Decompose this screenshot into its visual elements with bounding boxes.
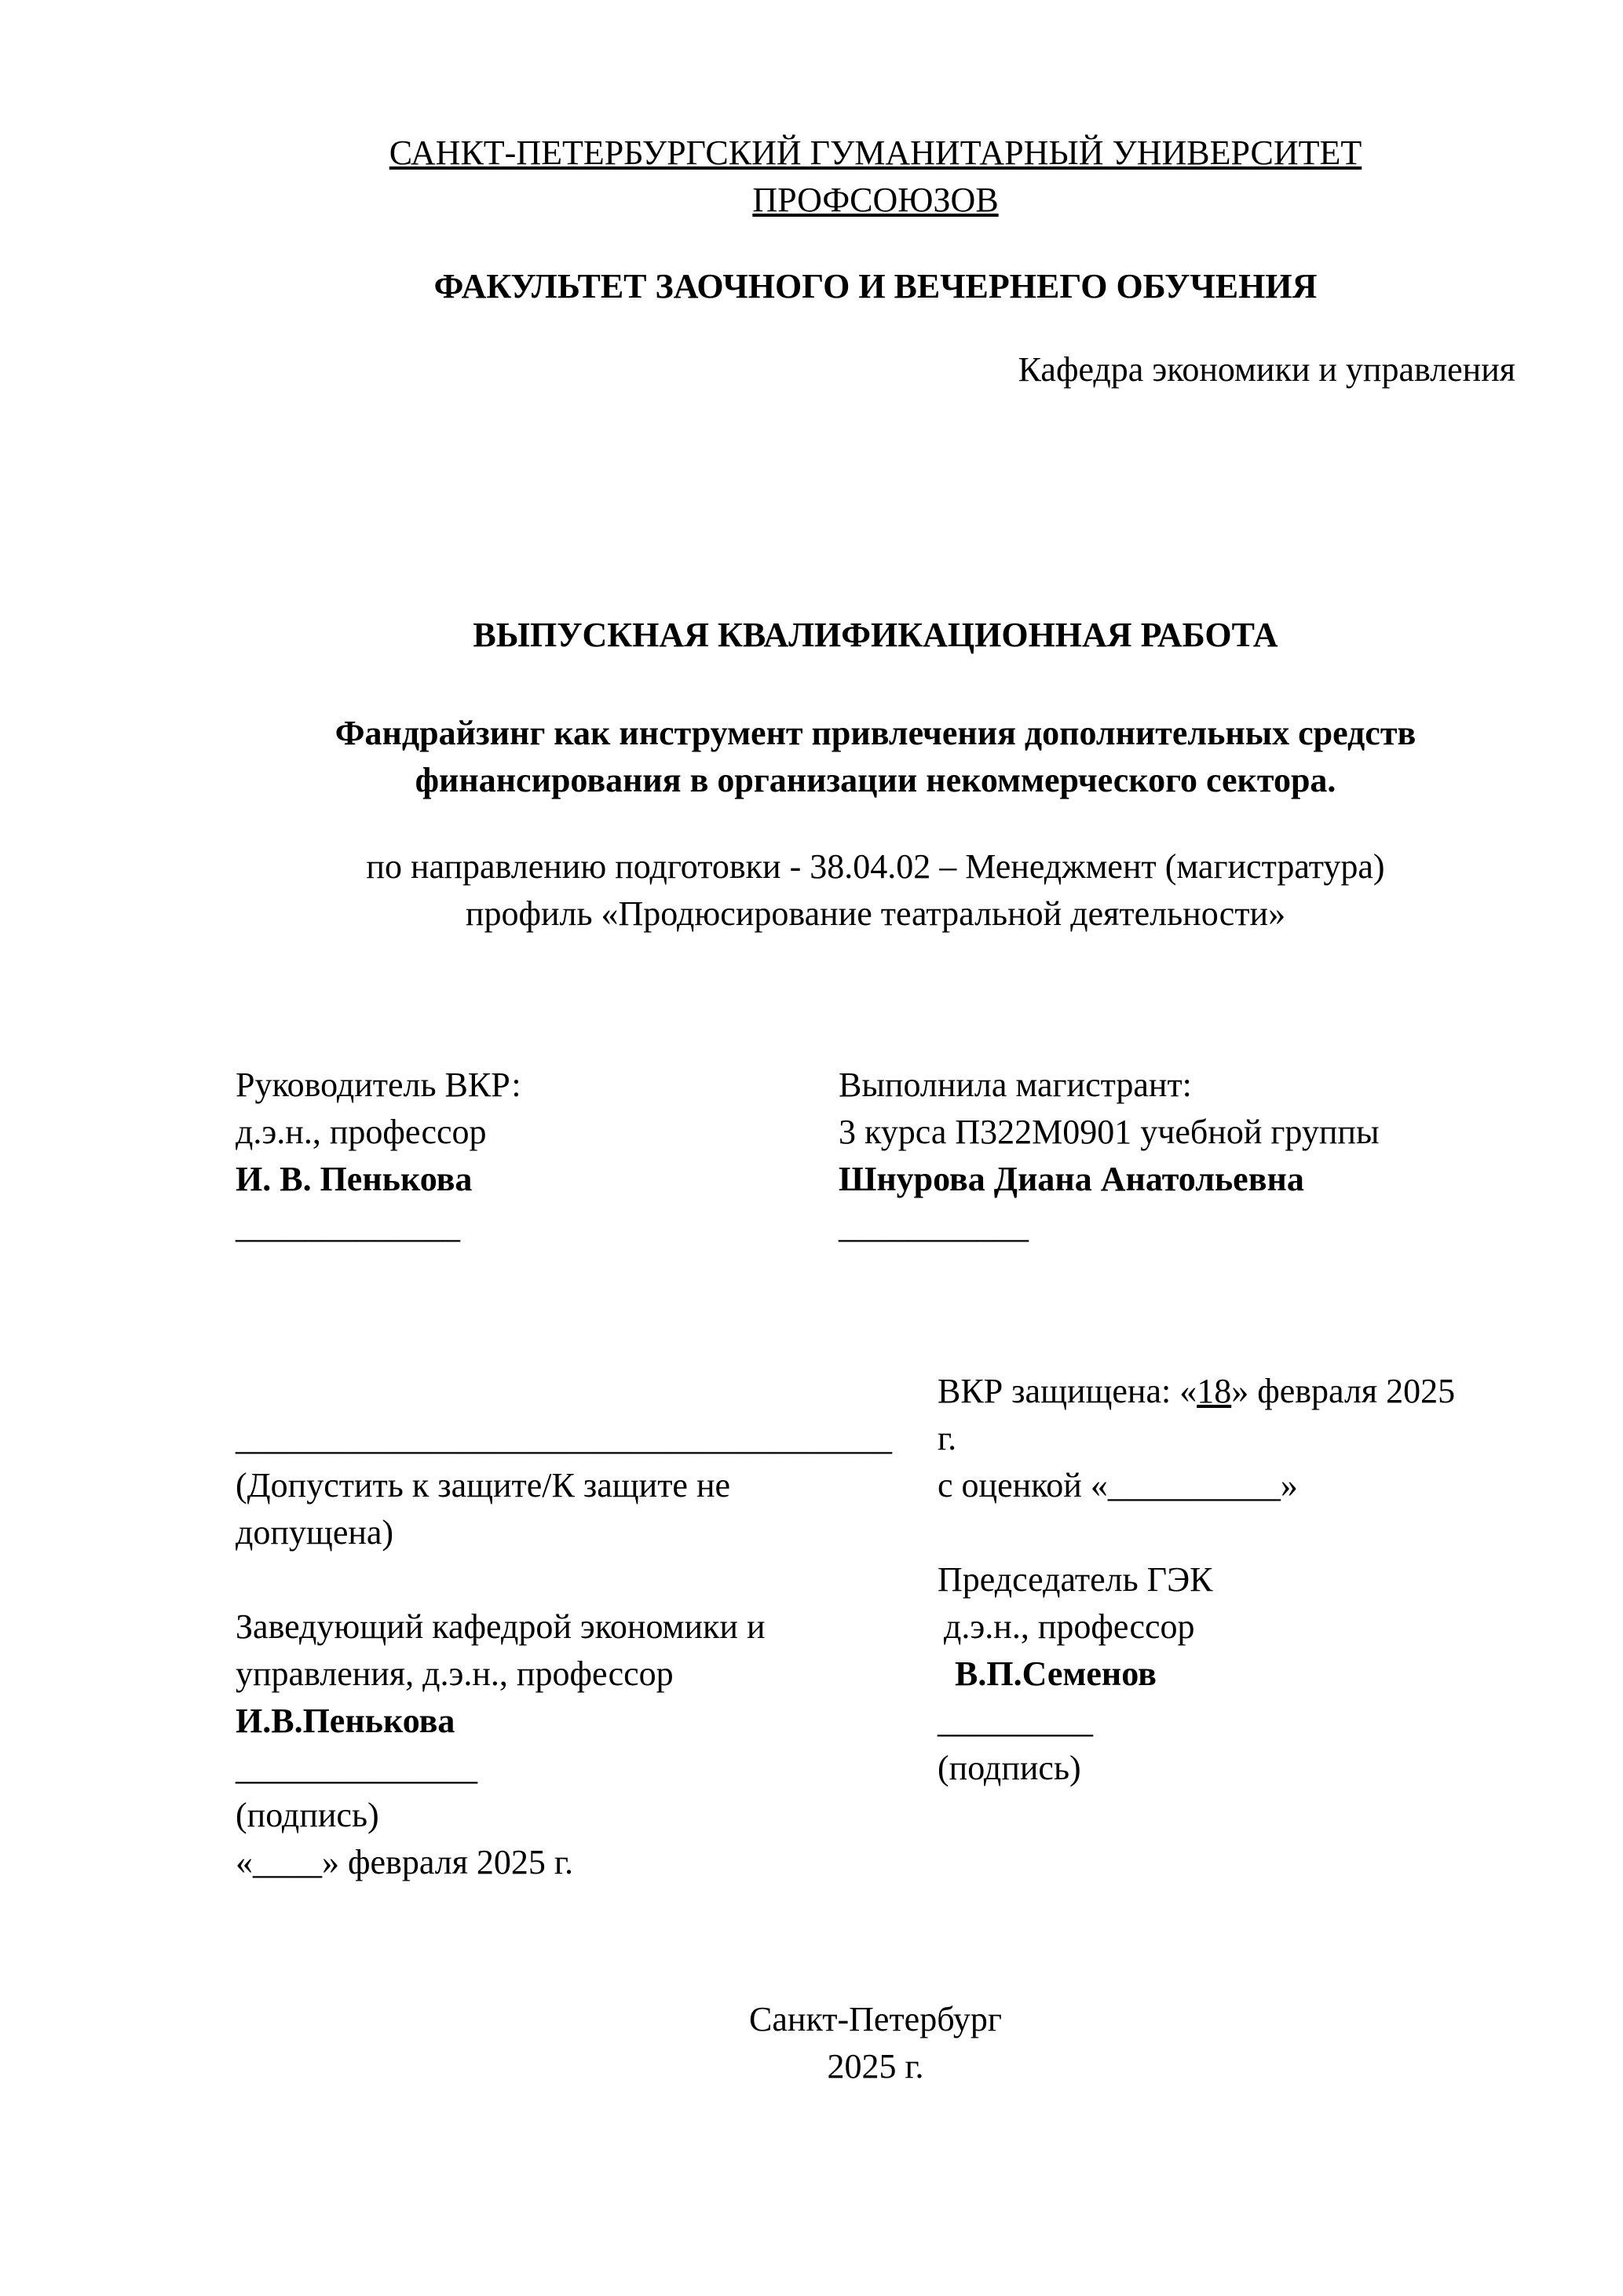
faculty-name: ФАКУЛЬТЕТ ЗАОЧНОГО И ВЕЧЕРНЕГО ОБУЧЕНИЯ (433, 267, 1318, 305)
student-role: Выполнила магистрант: (839, 1066, 1192, 1104)
department-name: Кафедра экономики и управления (1018, 350, 1515, 389)
work-type-heading: ВЫПУСКНАЯ КВАЛИФИКАЦИОННАЯ РАБОТА (473, 616, 1278, 654)
program-line2: профиль «Продюсирование театральной деятельности» (465, 894, 1286, 933)
supervisor-signature-line: _____________ (236, 1207, 460, 1245)
defense-block (938, 1368, 1515, 1792)
student-group: 3 курса П322М0901 учебной группы (839, 1113, 1380, 1151)
supervisor-role: Руководитель ВКР: (236, 1066, 521, 1104)
program-direction (236, 843, 1515, 938)
defense-date-day: 18 (1197, 1372, 1232, 1410)
university-name: САНКТ-ПЕТЕРБУРГСКИЙ ГУМАНИТАРНЫЙ УНИВЕРСИТЕТ ПРОФСОЮЗОВ (389, 133, 1362, 219)
thesis-title (236, 710, 1515, 804)
student-block (839, 1062, 1515, 1250)
supervisor-block (236, 1062, 839, 1250)
footer (236, 1996, 1515, 2090)
footer-year: 2025 г. (827, 2047, 924, 2086)
dept-head-signature-caption: (подпись) (236, 1796, 379, 1834)
student-name: Шнурова Диана Анатольевна (839, 1160, 1304, 1198)
dept-head-signature-line: ______________ (236, 1749, 477, 1787)
dept-head-title-line1: Заведующий кафедрой экономики и (236, 1607, 766, 1646)
thesis-title-line2: финансирования в организации некоммерческого сектора. (415, 761, 1336, 799)
program-line1: по направлению подготовки - 38.04.02 – Менеджмент (магистратура) (366, 847, 1385, 886)
signatures-bottom-block (236, 1368, 1515, 1886)
admission-block (236, 1415, 938, 1886)
student-signature-line: ___________ (839, 1207, 1029, 1245)
spacer (236, 1556, 938, 1603)
defense-date-tail: г. (938, 1419, 957, 1457)
supervisor-degree: д.э.н., профессор (236, 1113, 487, 1151)
gek-chair-degree: д.э.н., профессор (944, 1607, 1195, 1646)
supervisor-name: И. В. Пенькова (236, 1160, 473, 1198)
footer-city: Санкт-Петербург (749, 2000, 1002, 2038)
gek-signature-line: _________ (938, 1702, 1093, 1740)
admission-signature-line: ______________________________________ (236, 1419, 892, 1457)
defense-grade-line: с оценкой «__________» (938, 1466, 1298, 1504)
gek-chair-title: Председатель ГЭК (938, 1560, 1213, 1599)
defense-date-suffix: » февраля 2025 (1231, 1372, 1456, 1410)
dept-head-name: И.В.Пенькова (236, 1702, 455, 1740)
admission-date-line: «____» февраля 2025 г. (236, 1843, 574, 1881)
gek-chair-name: В.П.Семенов (955, 1654, 1157, 1693)
thesis-title-line1: Фандрайзинг как инструмент привлечения дополнительных средств (334, 714, 1416, 752)
defense-date-line (938, 1368, 1515, 1415)
admission-caption-line2: допущена) (236, 1513, 394, 1552)
admission-caption-line1: (Допустить к защите/К защите не (236, 1466, 731, 1504)
defense-date-prefix: ВКР защищена: « (938, 1372, 1197, 1410)
gek-signature-caption: (подпись) (938, 1749, 1081, 1787)
spacer (938, 1509, 1515, 1556)
signatures-top-block (236, 1062, 1515, 1250)
dept-head-title-line2: управления, д.э.н., профессор (236, 1654, 674, 1693)
